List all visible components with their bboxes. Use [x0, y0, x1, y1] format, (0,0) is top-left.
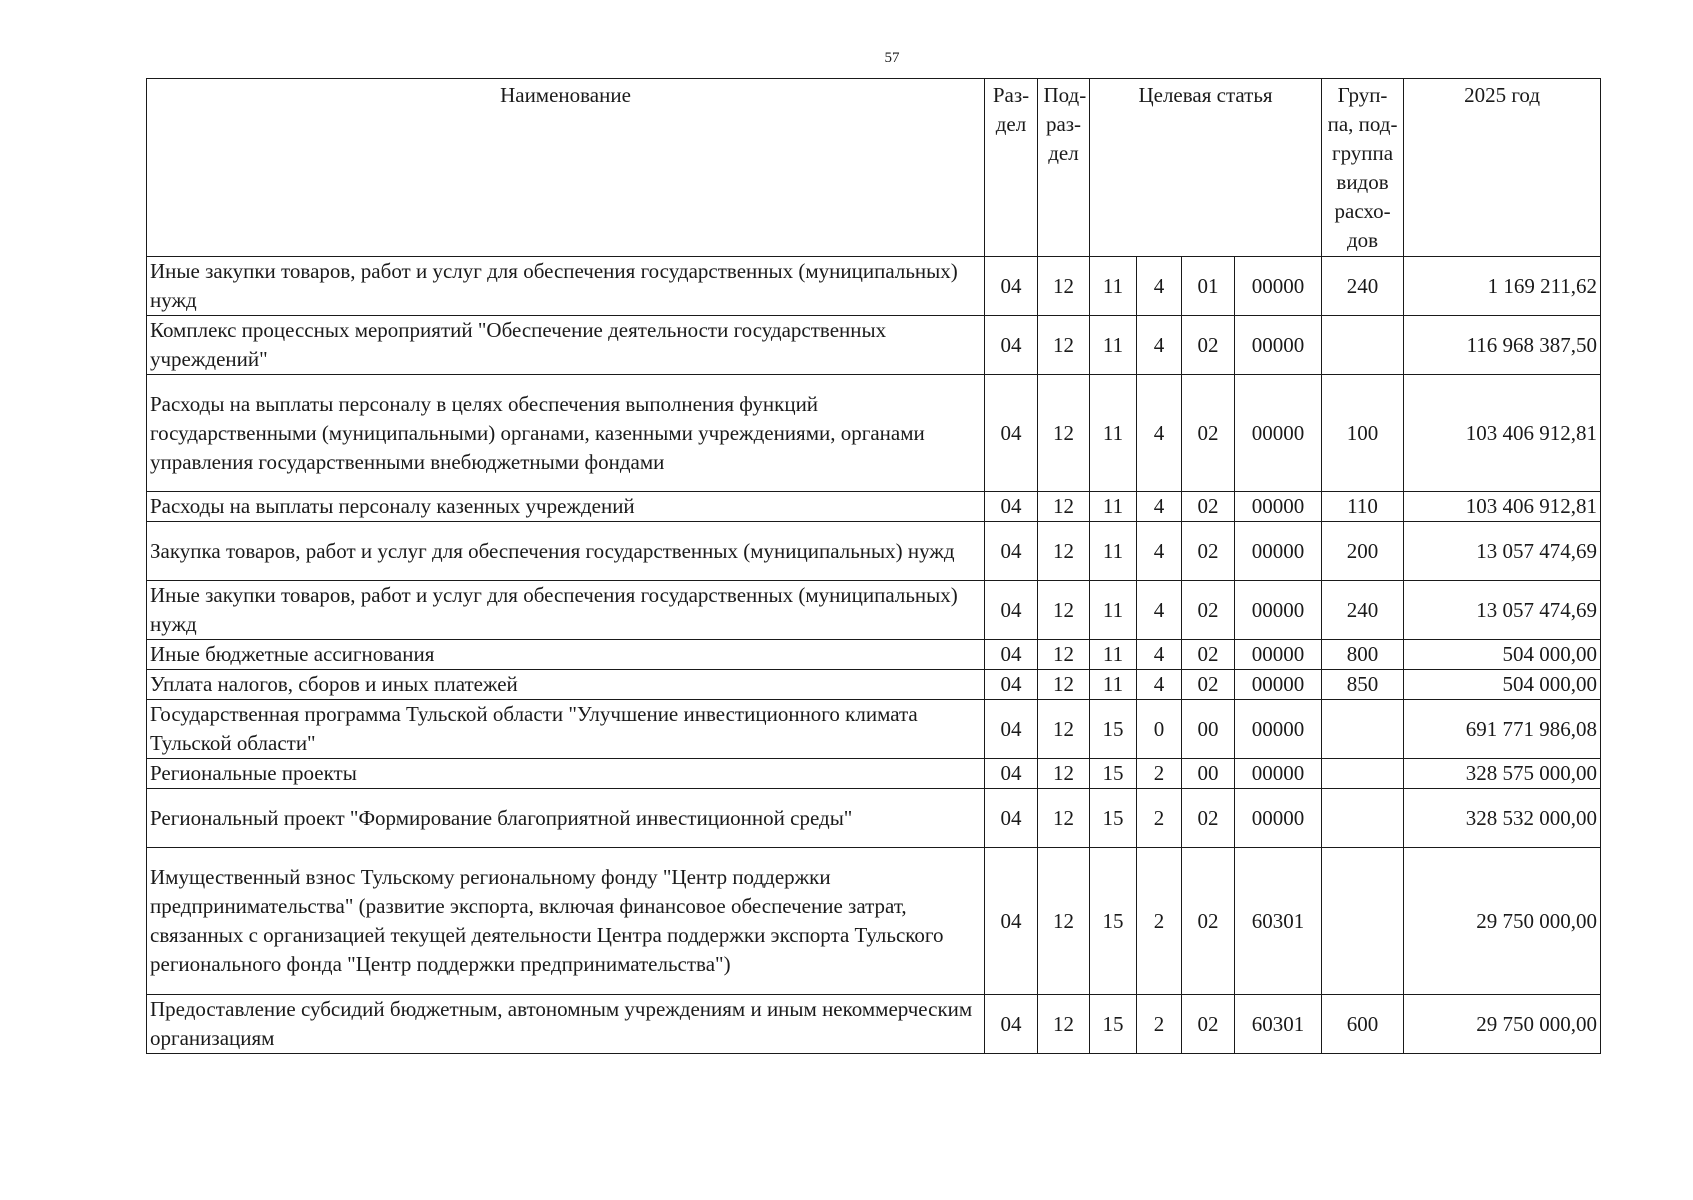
row-razdel: 04 [985, 316, 1038, 375]
row-name: Уплата налогов, сборов и иных платежей [147, 670, 985, 700]
row-amount: 13 057 474,69 [1404, 581, 1601, 640]
row-target-subprogram: 02 [1182, 670, 1235, 700]
row-target-subprogram: 02 [1182, 640, 1235, 670]
row-name: Иные закупки товаров, работ и услуг для обеспечения государственных (муниципальных) нужд [147, 257, 985, 316]
row-target-type: 0 [1137, 700, 1182, 759]
row-target-type: 4 [1137, 640, 1182, 670]
row-target-direction: 00000 [1235, 492, 1322, 522]
row-group [1322, 759, 1404, 789]
row-target-program: 11 [1090, 670, 1137, 700]
row-name: Иные закупки товаров, работ и услуг для обеспечения государственных (муниципальных) нужд [147, 581, 985, 640]
row-razdel: 04 [985, 581, 1038, 640]
row-target-direction: 00000 [1235, 670, 1322, 700]
budget-table [146, 78, 1601, 1054]
row-target-subprogram: 00 [1182, 700, 1235, 759]
row-target-subprogram: 02 [1182, 492, 1235, 522]
row-amount: 103 406 912,81 [1404, 375, 1601, 492]
row-name: Комплекс процессных мероприятий "Обеспечение деятельности государственных учреждений" [147, 316, 985, 375]
table-row [147, 522, 1601, 581]
row-podrazdel: 12 [1038, 257, 1090, 316]
row-target-subprogram: 02 [1182, 848, 1235, 995]
row-target-program: 11 [1090, 492, 1137, 522]
row-target-subprogram: 02 [1182, 995, 1235, 1054]
row-target-program: 15 [1090, 700, 1137, 759]
row-target-type: 4 [1137, 522, 1182, 581]
row-target-subprogram: 00 [1182, 759, 1235, 789]
row-amount: 1 169 211,62 [1404, 257, 1601, 316]
row-razdel: 04 [985, 257, 1038, 316]
row-target-subprogram: 02 [1182, 789, 1235, 848]
row-group: 100 [1322, 375, 1404, 492]
row-target-direction: 00000 [1235, 581, 1322, 640]
row-target-type: 4 [1137, 316, 1182, 375]
row-target-direction: 00000 [1235, 375, 1322, 492]
row-podrazdel: 12 [1038, 789, 1090, 848]
row-target-program: 15 [1090, 995, 1137, 1054]
row-target-subprogram: 02 [1182, 522, 1235, 581]
row-podrazdel: 12 [1038, 522, 1090, 581]
row-amount: 504 000,00 [1404, 640, 1601, 670]
row-target-direction: 60301 [1235, 995, 1322, 1054]
row-razdel: 04 [985, 375, 1038, 492]
row-target-subprogram: 01 [1182, 257, 1235, 316]
row-target-program: 15 [1090, 759, 1137, 789]
table-row [147, 257, 1601, 316]
row-target-type: 2 [1137, 759, 1182, 789]
row-podrazdel: 12 [1038, 375, 1090, 492]
row-amount: 13 057 474,69 [1404, 522, 1601, 581]
row-name: Иные бюджетные ассигнования [147, 640, 985, 670]
row-target-program: 15 [1090, 789, 1137, 848]
header-target: Целевая статья [1090, 79, 1322, 257]
table-row [147, 700, 1601, 759]
row-group [1322, 700, 1404, 759]
row-target-direction: 00000 [1235, 640, 1322, 670]
row-target-subprogram: 02 [1182, 316, 1235, 375]
row-name: Расходы на выплаты персоналу казенных учреждений [147, 492, 985, 522]
row-group: 600 [1322, 995, 1404, 1054]
row-razdel: 04 [985, 492, 1038, 522]
header-group: Груп-па, под-группа видов расхо-дов [1322, 79, 1404, 257]
header-year: 2025 год [1404, 79, 1601, 257]
row-group: 240 [1322, 257, 1404, 316]
row-target-direction: 00000 [1235, 700, 1322, 759]
row-name: Расходы на выплаты персоналу в целях обеспечения выполнения функций государственными (муниципальными) органами, казенными учреждениями, органами управления государственными внебюджетными фондами [147, 375, 985, 492]
table-row [147, 581, 1601, 640]
row-target-type: 2 [1137, 789, 1182, 848]
row-group [1322, 316, 1404, 375]
row-podrazdel: 12 [1038, 759, 1090, 789]
row-amount: 328 532 000,00 [1404, 789, 1601, 848]
row-podrazdel: 12 [1038, 581, 1090, 640]
table-row [147, 375, 1601, 492]
row-group: 800 [1322, 640, 1404, 670]
row-group [1322, 789, 1404, 848]
row-amount: 328 575 000,00 [1404, 759, 1601, 789]
row-name: Региональные проекты [147, 759, 985, 789]
row-target-subprogram: 02 [1182, 581, 1235, 640]
row-razdel: 04 [985, 522, 1038, 581]
row-target-direction: 00000 [1235, 316, 1322, 375]
row-amount: 504 000,00 [1404, 670, 1601, 700]
row-target-type: 2 [1137, 995, 1182, 1054]
row-target-direction: 00000 [1235, 257, 1322, 316]
row-name: Имущественный взнос Тульскому региональному фонду "Центр поддержки предпринимательства" (развитие экспорта, включая финансовое обеспечение затрат, связанных с организацией текущей деятельности Центра поддержки экспорта Тульского регионального фонда "Центр поддержки предпринимательства") [147, 848, 985, 995]
table-row [147, 640, 1601, 670]
page-number: 57 [884, 50, 900, 66]
row-razdel: 04 [985, 670, 1038, 700]
row-amount: 103 406 912,81 [1404, 492, 1601, 522]
row-target-type: 4 [1137, 257, 1182, 316]
row-group: 200 [1322, 522, 1404, 581]
row-group: 850 [1322, 670, 1404, 700]
table-row [147, 995, 1601, 1054]
row-target-type: 2 [1137, 848, 1182, 995]
row-razdel: 04 [985, 640, 1038, 670]
row-target-direction: 00000 [1235, 789, 1322, 848]
table-row [147, 316, 1601, 375]
row-razdel: 04 [985, 759, 1038, 789]
row-podrazdel: 12 [1038, 995, 1090, 1054]
row-target-type: 4 [1137, 670, 1182, 700]
row-target-program: 15 [1090, 848, 1137, 995]
row-razdel: 04 [985, 995, 1038, 1054]
header-razdel: Раз-дел [985, 79, 1038, 257]
row-target-type: 4 [1137, 375, 1182, 492]
row-name: Предоставление субсидий бюджетным, автономным учреждениям и иным некоммерческим организациям [147, 995, 985, 1054]
row-group: 110 [1322, 492, 1404, 522]
header-name: Наименование [147, 79, 985, 257]
row-podrazdel: 12 [1038, 848, 1090, 995]
row-target-program: 11 [1090, 316, 1137, 375]
row-target-program: 11 [1090, 581, 1137, 640]
table-row [147, 759, 1601, 789]
row-amount: 29 750 000,00 [1404, 995, 1601, 1054]
row-target-direction: 00000 [1235, 522, 1322, 581]
row-target-type: 4 [1137, 492, 1182, 522]
row-name: Региональный проект "Формирование благоприятной инвестиционной среды" [147, 789, 985, 848]
table-row [147, 492, 1601, 522]
row-name: Государственная программа Тульской области "Улучшение инвестиционного климата Тульской области" [147, 700, 985, 759]
row-podrazdel: 12 [1038, 492, 1090, 522]
row-amount: 29 750 000,00 [1404, 848, 1601, 995]
table-row [147, 848, 1601, 995]
table-row [147, 789, 1601, 848]
row-name: Закупка товаров, работ и услуг для обеспечения государственных (муниципальных) нужд [147, 522, 985, 581]
row-amount: 116 968 387,50 [1404, 316, 1601, 375]
row-group [1322, 848, 1404, 995]
row-target-program: 11 [1090, 522, 1137, 581]
row-podrazdel: 12 [1038, 640, 1090, 670]
row-podrazdel: 12 [1038, 316, 1090, 375]
row-target-program: 11 [1090, 375, 1137, 492]
row-target-subprogram: 02 [1182, 375, 1235, 492]
row-target-direction: 60301 [1235, 848, 1322, 995]
row-amount: 691 771 986,08 [1404, 700, 1601, 759]
row-podrazdel: 12 [1038, 670, 1090, 700]
row-podrazdel: 12 [1038, 700, 1090, 759]
row-target-direction: 00000 [1235, 759, 1322, 789]
row-razdel: 04 [985, 700, 1038, 759]
row-razdel: 04 [985, 789, 1038, 848]
row-group: 240 [1322, 581, 1404, 640]
row-target-program: 11 [1090, 640, 1137, 670]
row-target-program: 11 [1090, 257, 1137, 316]
header-podrazdel: Под-раз-дел [1038, 79, 1090, 257]
table-row [147, 670, 1601, 700]
row-target-type: 4 [1137, 581, 1182, 640]
row-razdel: 04 [985, 848, 1038, 995]
